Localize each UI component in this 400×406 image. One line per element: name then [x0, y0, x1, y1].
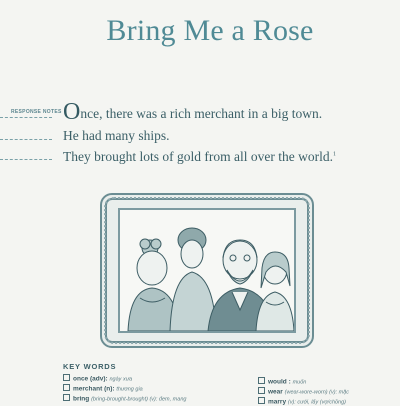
page-title: Bring Me a Rose: [106, 14, 314, 47]
response-notes-line: [0, 159, 52, 160]
key-word-item: [258, 387, 349, 396]
key-word-item: [258, 397, 346, 406]
key-word-gloss: muốn: [292, 379, 307, 386]
key-word-item: [63, 374, 132, 383]
checkbox[interactable]: [258, 397, 265, 404]
checkbox[interactable]: [258, 387, 265, 394]
key-word-gloss: ngày xưa: [109, 376, 133, 383]
response-notes-line: [0, 117, 52, 118]
key-word-gloss: (bring-brought-brought) (v): đem, mang: [91, 396, 187, 403]
note-marker: 1: [332, 151, 336, 158]
response-notes-label: RESPONSE NOTES: [11, 109, 62, 115]
key-word-term: once (adv):: [73, 375, 108, 383]
family-illustration: [118, 208, 296, 333]
key-word-term: marry: [268, 398, 287, 406]
story-line-3: [63, 149, 336, 165]
family-illustration-drawing: [120, 210, 294, 331]
story-line-2: He had many ships.: [63, 128, 170, 143]
checkbox[interactable]: [63, 384, 70, 391]
checkbox[interactable]: [258, 377, 265, 384]
key-word-term: would :: [268, 378, 291, 386]
story-line-1: [63, 99, 323, 125]
key-words-heading: KEY WORDS: [63, 362, 117, 371]
key-word-gloss: (wear-wore-worn) (v): mặc: [284, 389, 350, 396]
drop-cap: O: [63, 99, 81, 125]
key-word-item: [258, 377, 306, 386]
key-word-gloss: (v): cưới, lấy (vợ/chồng): [287, 399, 347, 406]
key-word-item: [63, 384, 143, 393]
key-word-item: [63, 394, 186, 403]
story-line-3-text: They brought lots of gold from all over the world.: [63, 149, 333, 164]
response-notes-line: [0, 139, 52, 140]
key-word-term: bring: [73, 395, 90, 403]
key-word-term: wear: [268, 388, 283, 396]
story-line-1-text: nce, there was a rich merchant in a big town.: [80, 106, 323, 121]
key-word-term: merchant (n):: [73, 385, 115, 393]
key-word-gloss: thương gia: [116, 386, 143, 393]
checkbox[interactable]: [63, 374, 70, 381]
